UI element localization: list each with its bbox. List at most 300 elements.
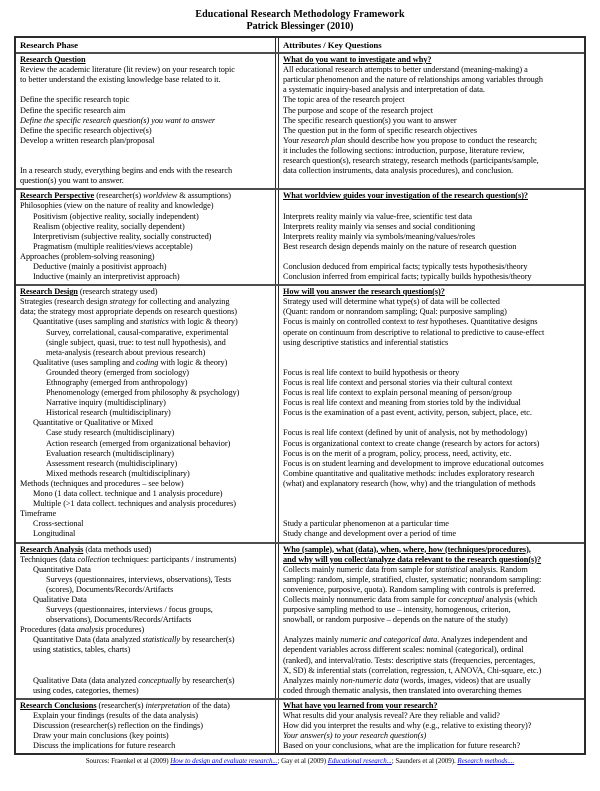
text-span: Action research (emerged from organizational behavior)	[46, 438, 231, 448]
text-line	[283, 479, 581, 489]
text-span: ; Gay et al (2009)	[277, 757, 328, 766]
research-analysis-attributes-cell	[278, 544, 584, 698]
text-line	[283, 126, 581, 136]
text-line	[20, 338, 272, 348]
text-line	[283, 116, 581, 126]
text-span: Narrative inquiry (multidisciplinary)	[46, 398, 166, 408]
research-question-phase-cell	[16, 54, 276, 188]
text-line	[283, 666, 581, 676]
text-span: Research Perspective	[20, 191, 95, 201]
text-line	[283, 428, 581, 438]
text-span: collection	[77, 554, 110, 564]
text-span: snowball, or random purposive – depends on the nature of the study)	[283, 615, 508, 625]
text-line	[20, 85, 272, 95]
text-line	[283, 212, 581, 222]
text-span: by researcher(s)	[180, 635, 235, 645]
text-span: Interprets reality mainly via value-free, scientific test data	[283, 211, 473, 221]
section-research-perspective	[16, 188, 584, 284]
text-span: Study change and development over a period of time	[283, 529, 457, 539]
text-span: Sources: Fraenkel et al (2009)	[85, 757, 171, 766]
text-line	[20, 146, 272, 156]
text-span: of the data)	[190, 700, 230, 710]
text-span: Best research design depends mainly on the nature of research question	[283, 241, 517, 251]
text-span: data; the strategy most appropriate depends on research questions)	[20, 307, 237, 317]
text-span: data collection instruments, data analysis procedures), and conclusion.	[283, 166, 514, 176]
text-line	[283, 555, 581, 565]
text-line	[20, 615, 272, 625]
text-line	[283, 449, 581, 459]
text-line	[20, 645, 272, 655]
text-span: In a research study, everything begins and ends with the research	[20, 166, 233, 176]
text-line	[20, 701, 272, 711]
text-span: Collects mainly numeric data from sample for	[283, 564, 436, 574]
text-span: Surveys (questionnaires, interviews, observations), Tests	[46, 574, 232, 584]
text-span: particular phenomenon and the nature of relationships among variables through	[283, 75, 543, 85]
text-span: (research strategy used)	[77, 287, 158, 297]
text-span: Historical research (multidisciplinary)	[46, 408, 171, 418]
text-span: Focus is real life context to build hypothesis or theory	[283, 367, 460, 377]
text-line	[283, 519, 581, 529]
text-line	[20, 545, 272, 555]
text-span: What results did your analysis reveal? Are they reliable and valid?	[283, 711, 500, 720]
text-span: Research Design	[20, 287, 78, 297]
text-span: convenience, purposive, quota). Random sampling with controls is preferred.	[283, 584, 536, 594]
text-span: Your	[283, 135, 302, 145]
text-line	[283, 95, 581, 105]
text-line	[20, 55, 272, 65]
text-line	[20, 398, 272, 408]
text-line	[283, 338, 581, 348]
text-line	[20, 297, 272, 307]
research-analysis-phase-cell	[16, 544, 276, 698]
text-line	[20, 469, 272, 479]
text-span: Focus is mainly on controlled context to	[283, 317, 417, 327]
text-line	[20, 232, 272, 242]
text-span: observations), Documents/Records/Artifacts	[46, 615, 192, 625]
text-span: for collecting and analyzing	[135, 297, 230, 307]
text-span: (what) and explanatory research (how, why) and the triangulation of methods	[283, 478, 536, 488]
text-span: Approaches (problem-solving reasoning)	[20, 251, 155, 261]
text-span: non-numeric data	[340, 675, 399, 685]
text-line	[20, 272, 272, 282]
text-line	[20, 156, 272, 166]
text-span: Survey, correlational, causal-comparative, experimental	[46, 327, 229, 337]
text-line	[283, 232, 581, 242]
section-research-analysis	[16, 542, 584, 698]
text-line	[283, 595, 581, 605]
text-line	[20, 75, 272, 85]
text-line	[20, 358, 272, 368]
text-span: Case study research (multidisciplinary)	[46, 428, 175, 438]
text-line	[20, 348, 272, 358]
text-line	[283, 741, 581, 751]
text-span: Focus is the examination of a past event, activity, person, subject, place, etc.	[283, 408, 532, 418]
text-span: Collects mainly nonnumeric data from sample for	[283, 594, 449, 604]
text-span: test	[416, 317, 429, 327]
text-line	[283, 358, 581, 368]
text-line	[20, 65, 272, 75]
text-line	[283, 272, 581, 282]
text-line	[20, 408, 272, 418]
text-span: Analyzes mainly	[283, 675, 341, 685]
text-line	[283, 222, 581, 232]
text-span: by researcher(s)	[180, 675, 235, 685]
text-span: analysis (which	[484, 594, 538, 604]
text-span: using statistics, tables, charts)	[33, 645, 131, 655]
text-line	[283, 701, 581, 711]
text-span: X, SD) & inferential stats (correlation, regression, t, ANOVA, Chi-square, etc.)	[283, 665, 542, 675]
text-line	[283, 297, 581, 307]
text-line	[20, 731, 272, 741]
text-span: Quantitative or Qualitative or Mixed	[33, 418, 153, 428]
text-line	[283, 721, 581, 731]
text-span: Conclusion inferred from empirical facts; typically builds hypothesis/theory	[283, 272, 532, 282]
text-span: with logic & theory)	[158, 357, 228, 367]
text-line	[283, 156, 581, 166]
text-line	[283, 201, 581, 211]
text-span: Quantitative Data	[33, 564, 91, 574]
text-span: hypotheses. Quantitative designs	[428, 317, 538, 327]
document-title: Educational Research Methodology Framework	[195, 9, 405, 20]
text-span: How did you interpret the results and why (e.g., relative to existing theory)?	[283, 721, 532, 731]
text-span: Mixed methods research (multidisciplinary)	[46, 468, 190, 478]
text-span: Mono (1 data collect. technique and 1 analysis procedure)	[33, 489, 223, 499]
text-span: Research Conclusions	[20, 700, 97, 710]
text-line	[283, 252, 581, 262]
source-link[interactable]: Research methods....	[457, 757, 515, 766]
text-span: Procedures (data	[20, 625, 77, 635]
text-span: Cross-sectional	[33, 519, 84, 529]
text-line	[20, 509, 272, 519]
text-line	[283, 529, 581, 539]
text-span: Timeframe	[20, 509, 57, 519]
text-span: Techniques (data	[20, 554, 78, 564]
text-span: Strategies (research design	[20, 297, 110, 307]
text-span: Ethnography (emerged from anthropology)	[46, 378, 188, 387]
text-line	[20, 595, 272, 605]
research-question-attributes-cell	[278, 54, 584, 188]
text-span: Phenomenology (emerged from philosophy & psychology)	[46, 388, 240, 398]
text-line	[20, 106, 272, 116]
text-line	[283, 65, 581, 75]
text-span: Strategy used will determine what type(s) of data will be collected	[283, 297, 500, 307]
text-span: analysis	[76, 625, 104, 635]
research-perspective-attributes-cell	[278, 190, 584, 284]
text-line	[20, 328, 272, 338]
text-line	[283, 575, 581, 585]
text-span: research plan	[301, 135, 346, 145]
text-span: Qualitative Data (data analyzed	[33, 675, 139, 685]
text-span: with logic & theory)	[168, 317, 238, 327]
text-line	[20, 585, 272, 595]
text-span: Your answer(s) to your research question(s)	[283, 731, 427, 741]
text-line	[20, 307, 272, 317]
table-header-row	[16, 38, 584, 52]
text-span: Surveys (questionnaires, interviews / focus groups,	[46, 605, 213, 615]
text-line	[20, 176, 272, 186]
text-line	[283, 307, 581, 317]
text-span: Combine quantitative and qualitative methods: includes exploratory research	[283, 468, 535, 478]
research-perspective-phase-cell	[16, 190, 276, 284]
text-span: sampling: random, simple, stratified, cluster, systematic; nonrandom sampling:	[283, 574, 542, 584]
text-line	[20, 459, 272, 469]
text-span: (single subject, quasi, true: to test null hypothesis), and	[46, 337, 226, 347]
text-line	[20, 449, 272, 459]
text-span: conceptual	[448, 594, 485, 604]
text-line	[20, 711, 272, 721]
research-conclusions-attributes-cell	[278, 700, 584, 753]
text-span: All educational research attempts to better understand (meaning-making) a	[283, 65, 528, 75]
text-span: should describe how you propose to conduct the research;	[345, 135, 538, 145]
text-line	[283, 106, 581, 116]
research-design-attributes-cell	[278, 286, 584, 541]
text-line	[283, 166, 581, 176]
text-span: Focus is on student learning and development to improve educational outcomes	[283, 458, 544, 468]
table-body	[16, 52, 584, 753]
text-span: (data methods used)	[83, 544, 152, 554]
text-line	[283, 625, 581, 635]
text-span: Explain your findings (results of the data analysis)	[33, 711, 198, 720]
text-span: (scores), Documents/Records/Artifacts	[46, 584, 174, 594]
text-line	[20, 656, 272, 666]
text-line	[283, 85, 581, 95]
text-span: Evaluation research (multidisciplinary)	[46, 448, 174, 458]
text-line	[283, 398, 581, 408]
research-conclusions-phase-cell	[16, 700, 276, 753]
text-line	[283, 615, 581, 625]
text-span: The purpose and scope of the research project	[283, 105, 434, 115]
text-line	[283, 459, 581, 469]
text-span: (researcher(s)	[94, 191, 144, 201]
text-line	[283, 146, 581, 156]
text-line	[20, 252, 272, 262]
text-line	[20, 116, 272, 126]
text-line	[20, 741, 272, 751]
text-span: it includes the following sections: introduction, purpose, literature review,	[283, 145, 525, 155]
text-line	[283, 469, 581, 479]
text-line	[20, 686, 272, 696]
text-span: numeric and categorical data	[340, 635, 438, 645]
sources-footnote	[0, 757, 600, 766]
text-line	[20, 368, 272, 378]
text-span: operate on continuum from descriptive to relational to predictive to cause-effect	[283, 327, 545, 337]
text-line	[20, 529, 272, 539]
text-span: research question(s), research strategy, research methods (participants/sample,	[283, 156, 539, 166]
text-line	[283, 509, 581, 519]
text-span: using codes, categories, themes)	[33, 685, 139, 695]
text-line	[20, 635, 272, 645]
text-span: question(s) you want to answer.	[20, 176, 124, 186]
text-span: Interprets reality mainly via senses and social conditioning	[283, 221, 476, 231]
text-span: Define the specific research question(s) you want to answer	[20, 115, 216, 125]
text-line	[283, 317, 581, 327]
text-line	[20, 721, 272, 731]
text-line	[20, 499, 272, 509]
text-span: Multiple (>1 data collect. techniques and analysis procedures)	[33, 499, 236, 509]
text-span: Inductive (mainly an interpretivist approach)	[33, 272, 180, 282]
section-research-design	[16, 284, 584, 541]
text-line	[283, 408, 581, 418]
text-span: statistics	[140, 317, 169, 327]
text-line	[20, 378, 272, 388]
text-line	[20, 625, 272, 635]
text-line	[283, 565, 581, 575]
text-line	[283, 656, 581, 666]
text-span: Focus is on the merit of a program, policy, process, need, activity, etc.	[283, 448, 512, 458]
text-span: analysis. Random	[467, 564, 528, 574]
text-span: Study a particular phenomenon at a particular time	[283, 519, 449, 529]
text-line	[20, 191, 272, 201]
text-line	[283, 439, 581, 449]
text-span: Methods (techniques and procedures – see below)	[20, 478, 184, 488]
text-span: Quantitative (uses sampling and	[33, 317, 141, 327]
text-line	[283, 585, 581, 595]
text-span: coded through thematic analysis, then translated into overarching themes	[283, 685, 522, 695]
text-line	[283, 242, 581, 252]
text-line	[20, 388, 272, 398]
text-span: Qualitative Data	[33, 594, 87, 604]
text-span: Based on your conclusions, what are the implication for future research?	[283, 741, 521, 751]
text-line	[20, 676, 272, 686]
text-span: Research Analysis	[20, 544, 84, 554]
text-line	[20, 222, 272, 232]
text-span: The question put in the form of specific research objectives	[283, 125, 477, 135]
text-span: Focus is real life context and personal stories via their cultural context	[283, 378, 513, 387]
text-line	[20, 126, 272, 136]
text-span: Quantitative Data (data analyzed	[33, 635, 143, 645]
text-span: The specific research question(s) you want to answer	[283, 115, 457, 125]
text-span: How will you answer the research question(s)?	[283, 287, 445, 297]
text-line	[283, 545, 581, 555]
text-span: statistical	[435, 564, 468, 574]
text-span: Focus is real life context (defined by unit of analysis, not by methodology)	[283, 428, 528, 438]
text-span: Analyzes mainly	[283, 635, 341, 645]
text-line	[20, 317, 272, 327]
document-author: Patrick Blessinger (2010)	[246, 21, 354, 32]
text-span: Review the academic literature (lit review) on your research topic	[20, 65, 235, 75]
text-span: Research Question	[20, 55, 86, 65]
source-link[interactable]: How to design and evaluate research...	[170, 757, 278, 766]
source-link[interactable]: Educational research...	[327, 757, 392, 766]
text-span: Deductive (mainly a positivist approach)	[33, 261, 167, 271]
text-line	[283, 605, 581, 615]
text-span: (words, images, videos) that are usually	[398, 675, 531, 685]
text-line	[20, 95, 272, 105]
text-line	[20, 575, 272, 585]
column-header-research-phase: Research Phase	[16, 38, 276, 52]
text-span: Interprets reality mainly via symbols/meaning/values/roles	[283, 231, 476, 241]
text-span: techniques: participants / instruments)	[109, 554, 237, 564]
text-line	[283, 676, 581, 686]
text-span: Focus is real life context and meaning from stories told by the individual	[283, 398, 521, 408]
column-header-attributes: Attributes / Key Questions	[278, 38, 584, 52]
text-span: interpretation	[145, 700, 191, 710]
text-span: Assessment research (multidisciplinary)	[46, 458, 178, 468]
text-span: Longitudinal	[33, 529, 76, 539]
text-line	[20, 479, 272, 489]
text-span: Realism (objective reality, socially dependent)	[33, 221, 185, 231]
text-span: Define the specific research aim	[20, 105, 126, 115]
text-line	[283, 711, 581, 721]
text-span: conceptually	[138, 675, 181, 685]
text-line	[20, 555, 272, 565]
text-span: ; Saunders et al (2009).	[391, 757, 458, 766]
research-design-phase-cell	[16, 286, 276, 541]
text-span: strategy	[109, 297, 136, 307]
text-line	[283, 348, 581, 358]
text-line	[20, 519, 272, 529]
section-research-conclusions	[16, 698, 584, 753]
text-span: Develop a written research plan/proposal	[20, 135, 155, 145]
text-span: What worldview guides your investigation of the research question(s)?	[283, 191, 528, 201]
text-span: statistically	[142, 635, 180, 645]
text-span: Define the specific research topic	[20, 95, 130, 105]
text-span: Focus is real life context to explain personal meaning of person/group	[283, 388, 512, 398]
text-span: Conclusion deduced from empirical facts; typically tests hypothesis/theory	[283, 261, 528, 271]
text-line	[283, 136, 581, 146]
text-line	[20, 166, 272, 176]
text-line	[283, 645, 581, 655]
text-span: & assumptions)	[177, 191, 231, 201]
text-line	[283, 418, 581, 428]
text-line	[283, 55, 581, 65]
text-line	[20, 439, 272, 449]
text-span: a systematic inquiry-based analysis and interpretation of data.	[283, 85, 485, 95]
text-span: . Analyzes independent and	[437, 635, 528, 645]
text-line	[283, 499, 581, 509]
text-line	[20, 201, 272, 211]
text-span: Qualitative (uses sampling and	[33, 357, 137, 367]
text-span: Who (sample), what (data), when, where, how (techniques/procedures),	[283, 544, 531, 554]
text-line	[283, 686, 581, 696]
text-span: and why will you collect/analyze data relevant to the research question(s)?	[283, 554, 542, 564]
text-line	[20, 418, 272, 428]
text-span: Draw your main conclusions (key points)	[33, 731, 169, 741]
document-page	[0, 9, 600, 766]
text-span: coding	[136, 357, 159, 367]
text-line	[20, 242, 272, 252]
text-span: What have you learned from your research?	[283, 700, 438, 710]
text-line	[20, 489, 272, 499]
text-line	[283, 378, 581, 388]
section-research-question	[16, 52, 584, 188]
text-span: (Quant: random or nonrandom sampling; Qual: purposive sampling)	[283, 307, 507, 317]
text-span: (researcher(s)	[96, 700, 146, 710]
text-span: Focus is organizational context to create change (research by actors for actors)	[283, 438, 540, 448]
text-span: The topic area of the research project	[283, 95, 405, 105]
text-span: to better understand the existing knowledge base related to it.	[20, 75, 221, 85]
text-line	[283, 75, 581, 85]
text-span: (ranked), and interval/ratio. Tests: descriptive stats (frequencies, percentages,	[283, 655, 536, 665]
text-span: Define the specific research objective(s)	[20, 125, 152, 135]
text-line	[20, 136, 272, 146]
text-line	[20, 666, 272, 676]
text-line	[283, 368, 581, 378]
text-span: worldview	[143, 191, 178, 201]
text-line	[283, 191, 581, 201]
text-line	[20, 428, 272, 438]
text-span: meta-analysis (research about previous research)	[46, 347, 206, 357]
text-span: Philosophies (view on the nature of reality and knowledge)	[20, 201, 214, 211]
framework-table	[14, 36, 586, 755]
text-line	[283, 635, 581, 645]
text-line	[283, 731, 581, 741]
text-span: Grounded theory (emerged from sociology)	[46, 367, 190, 377]
text-line	[283, 287, 581, 297]
text-line	[20, 565, 272, 575]
text-line	[20, 212, 272, 222]
text-line	[283, 489, 581, 499]
